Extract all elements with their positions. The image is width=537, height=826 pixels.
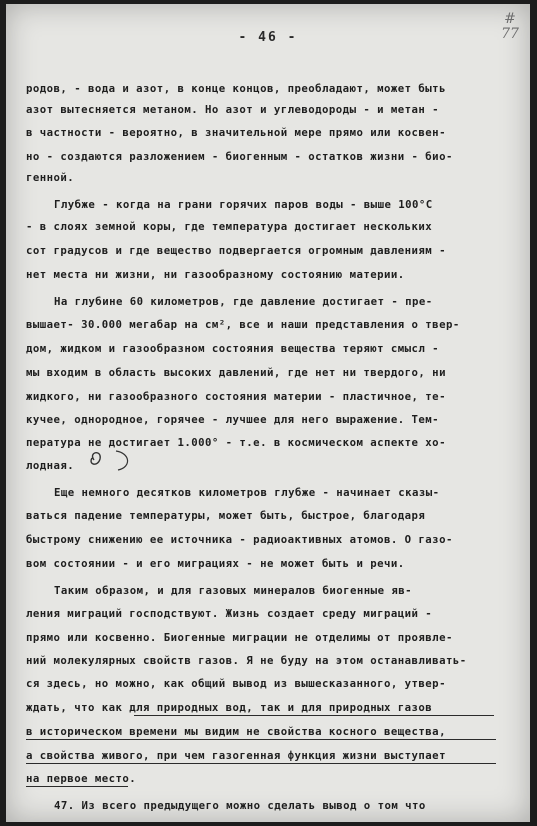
text-line: ваться падение температуры, может быть, быстрое, благодаря — [26, 509, 426, 522]
text-line: в историческом времени мы видим не свойства косного вещества, — [26, 725, 446, 738]
text-line: Глубже - когда на грани горячих паров воды - выше 100°С — [54, 198, 433, 211]
text-line: дом, жидком и газообразном состояния вещества теряют смысл - — [26, 342, 440, 355]
text-line: ждать, что как для природных вод, так и для природных газов — [26, 701, 433, 714]
text-line: родов, - вода и азот, в конце концов, преобладают, может быть — [26, 82, 446, 95]
text-line: ся здесь, но можно, как общий вывод из вышесказанного, утвер- — [26, 677, 446, 690]
text-line: пература не достигает 1.000° - т.е. в космическом аспекте хо- — [26, 436, 446, 449]
text-line: азот вытесняется метаном. Но азот и углеводороды - и метан - — [26, 103, 440, 116]
text-line: - в слоях земной коры, где температура достигает нескольких — [26, 220, 433, 233]
handwritten-mark — [78, 447, 138, 473]
text-line: жидкого, ни газообразного состояния материи - пластичное, те- — [26, 390, 446, 403]
text-line: ний молекулярных свойств газов. Я не буду на этом останавливать- — [26, 654, 467, 667]
pencil-underline — [26, 739, 496, 740]
text-line: вом состоянии - и его миграциях - не может быть и речи. — [26, 557, 405, 570]
text-line: На глубине 60 километров, где давление достигает - пре- — [54, 295, 433, 308]
document-page — [6, 4, 530, 822]
text-line: вышает- 30.000 мегабар на см², все и наши представления о твер- — [26, 318, 460, 331]
text-line: нет места ни жизни, ни газообразному состоянию материи. — [26, 268, 405, 281]
archive-corner-note: # 77 — [501, 11, 519, 42]
text-line: в частности - вероятно, в значительной мере прямо или косвен- — [26, 126, 446, 139]
text-line: кучее, однородное, горячее - лучшее для него выражение. Тем- — [26, 413, 440, 426]
text-line: лодная. — [26, 459, 75, 472]
pencil-underline — [26, 763, 496, 764]
text-line: генной. — [26, 171, 75, 184]
text-line: прямо или косвенно. Биогенные миграции не отделимы от проявле- — [26, 631, 453, 644]
text-line: на первое место. — [26, 772, 137, 785]
pencil-underline — [26, 786, 128, 787]
text-line: 47. Из всего предыдущего можно сделать вывод о том что — [54, 799, 426, 812]
text-line: мы входим в область высоких давлений, где нет ни твердого, ни — [26, 366, 446, 379]
text-line: а свойства живого, при чем газогенная функция жизни выступает — [26, 749, 446, 762]
text-line: но - создаются разложением - биогенным - остатков жизни - био- — [26, 150, 453, 163]
text-line: ления миграций господствуют. Жизнь создает среду миграций - — [26, 607, 433, 620]
page-number: - 46 - — [238, 30, 298, 45]
text-line: сот градусов и где вещество подвергается огромным давлениям - — [26, 244, 446, 257]
pencil-underline — [134, 715, 494, 716]
text-line: Таким образом, и для газовых минералов биогенные яв- — [54, 584, 412, 597]
text-line: быстрому снижению ее источника - радиоактивных атомов. О газо- — [26, 533, 453, 546]
text-line: Еще немного десятков километров глубже - начинает сказы- — [54, 486, 440, 499]
